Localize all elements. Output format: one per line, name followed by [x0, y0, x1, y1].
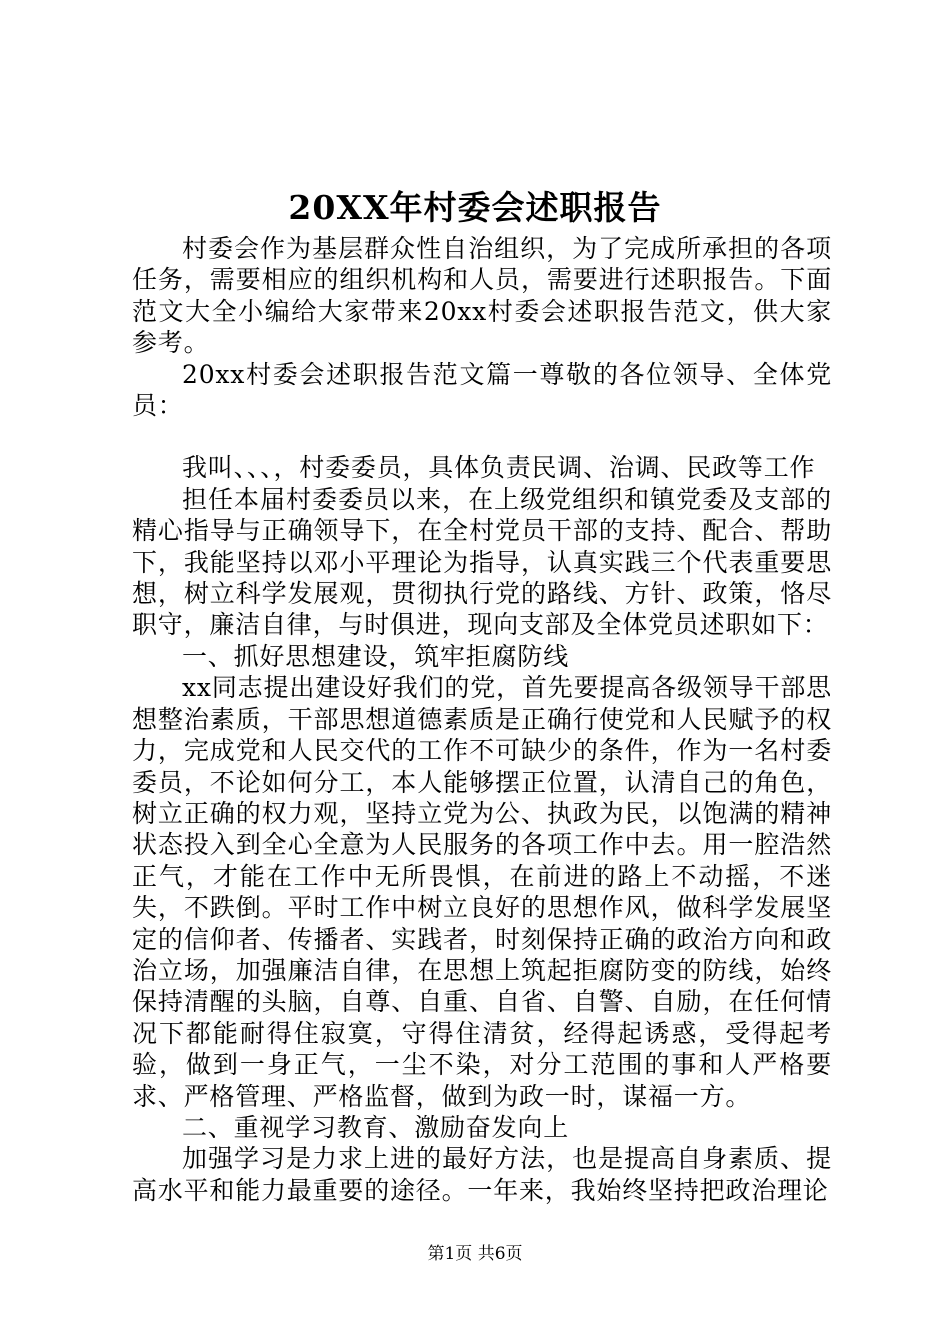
document-body — [132, 233, 832, 1206]
section-heading-1: 一、抓好思想建设，筑牢拒腐防线 — [182, 641, 570, 671]
section-heading-2: 二、重视学习教育、激励奋发向上 — [182, 1112, 570, 1142]
paragraph-section-2: 加强学习是力求上进的最好方法，也是提高自身素质、提高水平和能力最重要的途径。一年来，我始终坚持把政治理论 — [132, 1144, 832, 1205]
paragraph-salutation: 20xx村委会述职报告范文篇一尊敬的各位领导、全体党员： — [132, 359, 832, 421]
paragraph-self-introduction: 我叫、、、，村委委员，具体负责民调、治调、民政等工作 — [182, 453, 816, 483]
paragraph-overview: 担任本届村委委员以来，在上级党组织和镇党委及支部的精心指导与正确领导下，在全村党员干部的支持、配合、帮助下，我能坚持以邓小平理论为指导，认真实践三个代表重要思想，树立科学发展观，贯彻执行党的路线、方针、政策，恪尽职守，廉洁自律，与时俱进，现向支部及全体党员述职如下： — [132, 484, 832, 640]
paragraph-intro: 村委会作为基层群众性自治组织，为了完成所承担的各项任务，需要相应的组织机构和人员，需要进行述职报告。下面范文大全小编给大家带来20xx村委会述职报告范文，供大家参考。 — [132, 234, 832, 358]
paragraph-section-1: xx同志提出建设好我们的党，首先要提高各级领导干部思想整治素质，干部思想道德素质是正确行使党和人民赋予的权力，完成党和人民交代的工作不可缺少的条件，作为一名村委委员，不论如何分工，本人能够摆正位置，认清自己的角色，树立正确的权力观，坚持立党为公、执政为民，以饱满的精神状态投入到全心全意为人民服务的各项工作中去。用一腔浩然正气，才能在工作中无所畏惧，在前进的路上不动摇，不迷失，不跌倒。平时工作中树立良好的思想作风，做科学发展坚定的信仰者、传播者、实践者，时刻保持正确的政治方向和政治立场，加强廉洁自律，在思想上筑起拒腐防变的防线，始终保持清醒的头脑，自尊、自重、自省、自警、自励，在任何情况下都能耐得住寂寞，守得住清贫，经得起诱惑，受得起考验，做到一身正气，一尘不染，对分工范围的事和人严格要求、严格管理、严格监督，做到为政一时，谋福一方。 — [132, 673, 832, 1111]
document-title: 20XX年村委会述职报告 — [288, 188, 662, 227]
page-number-footer: 第1页 共6页 — [427, 1244, 523, 1264]
